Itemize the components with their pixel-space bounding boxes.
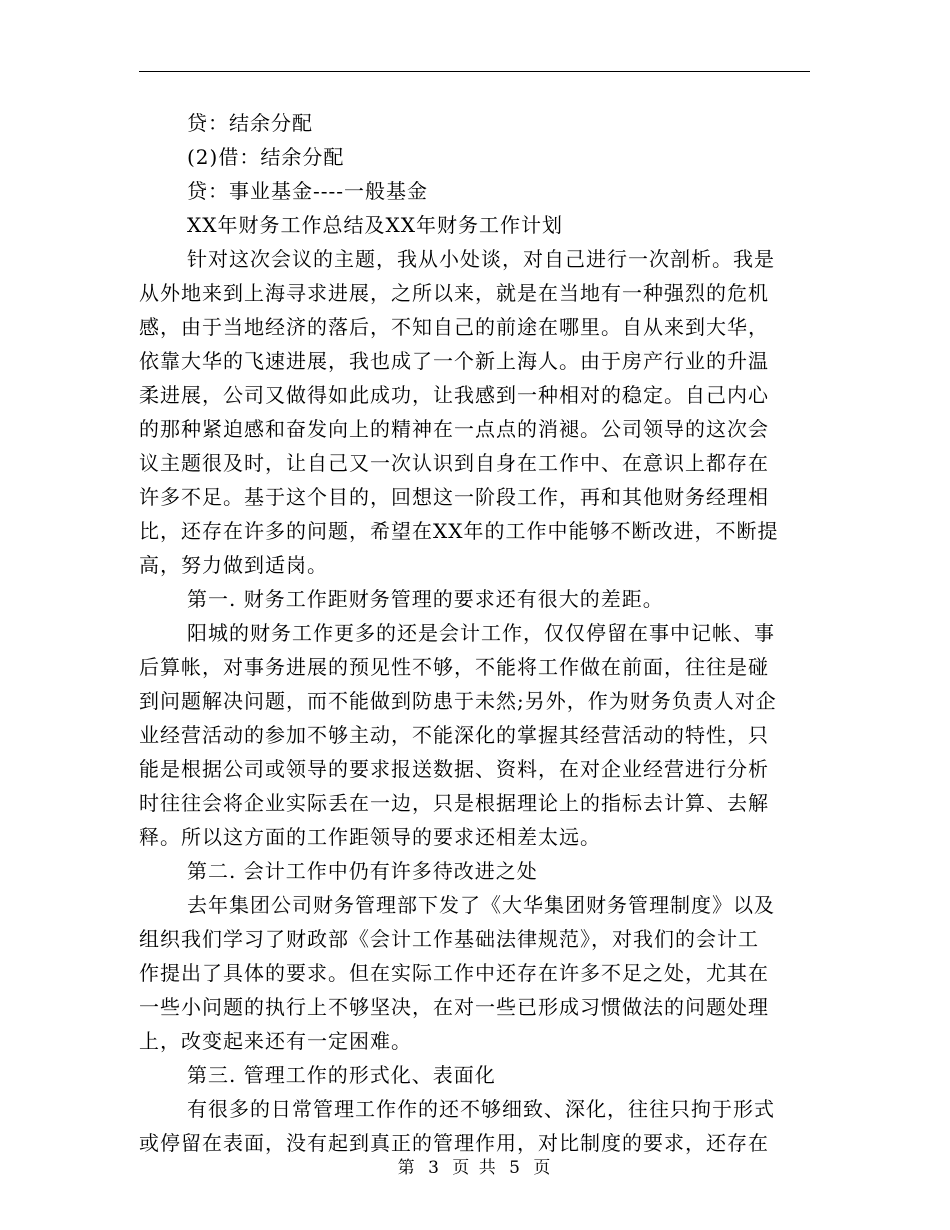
footer-suffix: 页 [533, 1158, 553, 1178]
text-line: 到问题解决问题，而不能做到防患于未然;另外，作为财务负责人对企 [139, 689, 777, 713]
text-line: 时往往会将企业实际丢在一边，只是根据理论上的指标去计算、去解 [139, 791, 769, 815]
text-line: 针对这次会议的主题，我从小处谈，对自己进行一次剖析。我是 [187, 247, 775, 271]
header-rule [139, 71, 810, 72]
text-line: 贷：结余分配 [187, 111, 313, 135]
text-line: 第三. 管理工作的形式化、表面化 [187, 1063, 496, 1087]
text-line: 第二. 会计工作中仍有许多待改进之处 [187, 859, 538, 883]
text-line: 贷：事业基金----一般基金 [187, 179, 429, 203]
text-line: 有很多的日常管理工作作的还不够细致、深化，往往只拘于形式 [187, 1097, 775, 1121]
document-body [139, 106, 810, 1160]
text-line: 比，还存在许多的问题，希望在XX年的工作中能够不断改进，不断提 [139, 519, 779, 543]
footer-page-number: 3 [428, 1158, 441, 1178]
page-footer [0, 1153, 950, 1178]
text-line: 后算帐，对事务进展的预见性不够，不能将工作做在前面，往往是碰 [139, 655, 769, 679]
text-line: 感，由于当地经济的落后，不知自己的前途在哪里。自从来到大华， [139, 315, 769, 339]
text-line: 的那种紧迫感和奋发向上的精神在一点点的消褪。公司领导的这次会 [139, 417, 769, 441]
text-line: 业经营活动的参加不够主动，不能深化的掌握其经营活动的特性，只 [139, 723, 769, 747]
text-line: 释。所以这方面的工作距领导的要求还相差太远。 [139, 825, 601, 849]
text-line: 或停留在表面，没有起到真正的管理作用，对比制度的要求，还存在 [139, 1131, 769, 1155]
text-line: 上，改变起来还有一定困难。 [139, 1029, 412, 1053]
text-line: 从外地来到上海寻求进展，之所以来，就是在当地有一种强烈的危机 [139, 281, 769, 305]
footer-total-pages: 5 [509, 1158, 522, 1178]
text-line: 一些小问题的执行上不够坚决，在对一些已形成习惯做法的问题处理 [139, 995, 769, 1019]
text-line: 柔进展，公司又做得如此成功，让我感到一种相对的稳定。自己内心 [139, 383, 769, 407]
text-line: 高，努力做到适岗。 [139, 553, 328, 577]
text-line: 能是根据公司或领导的要求报送数据、资料，在对企业经营进行分析 [139, 757, 769, 781]
footer-prefix: 第 [397, 1158, 417, 1178]
text-line: (2)借：结余分配 [187, 145, 345, 169]
text-line: 议主题很及时，让自己又一次认识到自身在工作中、在意识上都存在 [139, 451, 769, 475]
text-line: 作提出了具体的要求。但在实际工作中还存在许多不足之处，尤其在 [139, 961, 769, 985]
text-line: XX年财务工作总结及XX年财务工作计划 [187, 213, 563, 237]
text-line: 组织我们学习了财政部《会计工作基础法律规范》，对我们的会计工 [139, 927, 759, 951]
text-line: 阳城的财务工作更多的还是会计工作，仅仅停留在事中记帐、事 [187, 621, 775, 645]
text-line: 第一. 财务工作距财务管理的要求还有很大的差距。 [187, 587, 664, 611]
footer-middle: 页 共 [452, 1158, 498, 1178]
text-line: 依靠大华的飞速进展，我也成了一个新上海人。由于房产行业的升温 [139, 349, 769, 373]
text-line: 去年集团公司财务管理部下发了《大华集团财务管理制度》以及 [187, 893, 775, 917]
text-line: 许多不足。基于这个目的，回想这一阶段工作，再和其他财务经理相 [139, 485, 769, 509]
